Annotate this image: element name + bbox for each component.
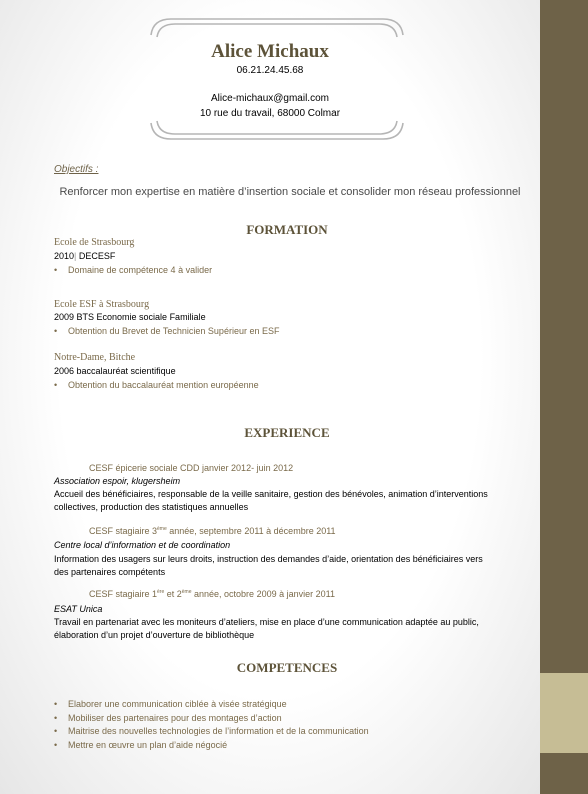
phone-number: 06.21.24.45.68: [236, 65, 304, 76]
bullet-text: Obtention du baccalauréat mention européenne: [68, 380, 259, 390]
list-item: [54, 326, 279, 336]
bullet-icon: •: [54, 326, 58, 336]
side-band-accent: [540, 673, 588, 753]
job-description-line: élaboration d’un projet d’ouverture de bibliothèque: [54, 629, 255, 640]
header-frame: [147, 15, 407, 145]
job-title-text: CESF stagiaire 3: [89, 526, 158, 536]
bullet-text: Obtention du Brevet de Technicien Supérieur en ESF: [68, 326, 280, 336]
list-item: [54, 698, 369, 712]
diploma-line: 2009 BTS Economie sociale Familiale: [54, 312, 206, 322]
school-name: Notre-Dame, Bitche: [54, 352, 136, 363]
objectives-text: Renforcer mon expertise en matière d’insertion sociale et consolider mon réseau professionnel: [59, 186, 521, 198]
formation-heading: FORMATION: [246, 222, 328, 237]
job-description: [54, 488, 524, 513]
job-title: [89, 526, 336, 536]
school-name: Ecole de Strasbourg: [54, 237, 135, 248]
bullet-icon: •: [54, 699, 58, 709]
job-title: CESF épicerie sociale CDD janvier 2012- juin 2012: [89, 463, 294, 473]
job-title-text: et 2: [164, 589, 182, 599]
objectives-label: Objectifs :: [54, 164, 99, 175]
job-description: [54, 553, 524, 578]
job-title-sup: ère: [157, 589, 165, 595]
diploma-line: [54, 251, 115, 261]
list-item: [54, 380, 259, 390]
bullet-text: Domaine de compétence 4 à valider: [68, 265, 213, 275]
list-item: [54, 265, 212, 275]
list-item: [54, 712, 369, 726]
job-description-line: Travail en partenariat avec les moniteurs d’ateliers, mise en place d’une communication adaptée au public,: [54, 617, 479, 627]
postal-address: 10 rue du travail, 68000 Colmar: [199, 108, 341, 119]
job-description-line: des partenaires compétents: [54, 566, 166, 577]
candidate-name: Alice Michaux: [211, 41, 329, 62]
job-organisation: ESAT Unica: [54, 604, 103, 614]
job-title-text: année, septembre 2011 à décembre 2011: [166, 526, 336, 536]
competences-list: [54, 698, 369, 752]
competence-text: Elaborer une communication ciblée à visée stratégique: [68, 699, 287, 709]
job-organisation: Centre local d’information et de coordination: [54, 540, 231, 550]
competence-text: Mobiliser des partenaires pour des montages d’action: [68, 712, 282, 723]
job-title-sup: ème: [181, 589, 192, 595]
job-title-sup: ème: [157, 526, 167, 532]
diploma-line: 2006 baccalauréat scientifique: [54, 366, 176, 376]
job-description-line: Accueil des bénéficiaires, responsable de la veille sanitaire, gestion des bénévoles, animation d’interventions: [54, 489, 488, 499]
bullet-icon: •: [54, 712, 58, 723]
competence-text: Mettre en œuvre un plan d’aide négocié: [68, 739, 228, 750]
diploma-year: 2010: [54, 251, 75, 261]
job-organisation: Association espoir, klugersheim: [54, 476, 181, 486]
job-description-line: Information des usagers sur leurs droits, instruction des demandes d’aide, orientation des bénéficiaires vers: [54, 554, 483, 564]
list-item: [54, 725, 369, 739]
experience-heading: EXPERIENCE: [244, 425, 330, 440]
diploma-name: DECESF: [78, 251, 116, 261]
job-description-line: collectives, production des statistiques annuelles: [54, 501, 249, 512]
job-title-text: année, octobre 2009 à janvier 2011: [191, 589, 335, 599]
job-description: [54, 616, 524, 641]
bullet-icon: •: [54, 265, 58, 275]
job-title: [89, 589, 335, 599]
competences-heading: COMPETENCES: [236, 660, 338, 675]
school-name: Ecole ESF à Strasbourg: [54, 299, 150, 310]
competence-text: Maitrise des nouvelles technologies de l’information et de la communication: [68, 726, 369, 736]
job-title-text: CESF stagiaire 1: [89, 589, 158, 599]
bullet-icon: •: [54, 739, 58, 750]
list-item: [54, 739, 369, 753]
bullet-icon: •: [54, 380, 58, 390]
separator: |: [74, 251, 79, 261]
bullet-icon: •: [54, 726, 58, 736]
email-address[interactable]: Alice-michaux@gmail.com: [211, 93, 329, 104]
